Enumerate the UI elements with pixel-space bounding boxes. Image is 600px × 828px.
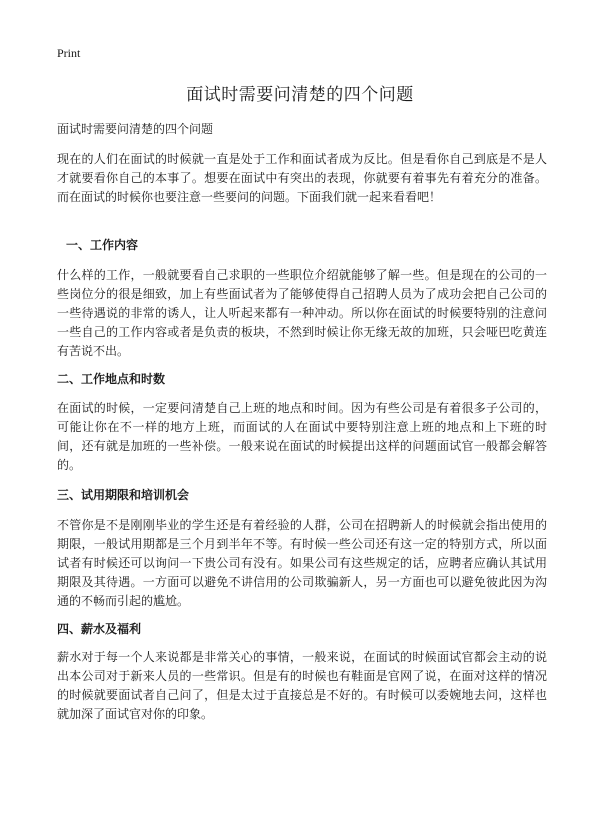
intro-paragraph: 现在的人们在面试的时候就一直是处于工作和面试者成为反比。但是看你自己到底是不是人才就要看你自己的本事了。想要在面试中有突出的表现，你就要有着事先有着充分的准备。而在面试的时候你也要注意一些要问的问题。下面我们就一起来看看吧！ xyxy=(57,152,547,204)
section-heading-salary-benefits: 四、薪水及福利 xyxy=(57,622,142,636)
section-body-location-hours: 在面试的时候，一定要问清楚自己上班的地点和时间。因为有些公司是有着很多子公司的，可能让你在不一样的地方上班，而面试的人在面试中要特别注意上班的地点和上下班的时间，还有就是加班的一些补偿。一般来说在面试的时候提出这样的问题面试官一般都会解答的。 xyxy=(57,401,547,472)
section-heading-location-hours: 二、工作地点和时数 xyxy=(57,372,166,386)
section-body-salary-benefits: 薪水对于每一个人来说都是非常关心的事情，一般来说，在面试的时候面试官都会主动的说出本公司对于新来人员的一些常识。但是有的时候也有鞋面是官网了说，在面对这样的情况的时候就要面试者自己问了，但是太过于直接总是不好的。有时候可以委婉地去问，这样也就加深了面试官对你的印象。 xyxy=(57,650,547,721)
print-link[interactable]: Print xyxy=(57,46,81,60)
section-body-probation-training: 不管你是不是刚刚毕业的学生还是有着经验的人群，公司在招聘新人的时候就会指出使用的期限，一般试用期都是三个月到半年不等。有时候一些公司还有这一定的特别方式，所以面试者有时候还可以询问一下贵公司有没有。如果公司有这些规定的话，应聘者应确认其试用期限及其待遇。一方面可以避免不讲信用的公司欺骗新人，另一方面也可以避免彼此因为沟通的不畅而引起的尴尬。 xyxy=(57,518,547,608)
article-subtitle: 面试时需要问清楚的四个问题 xyxy=(57,122,214,136)
section-heading-job-content: 一、工作内容 xyxy=(66,238,139,252)
section-heading-probation-training: 三、试用期限和培训机会 xyxy=(57,488,190,502)
page-title: 面试时需要问清楚的四个问题 xyxy=(186,85,414,105)
section-body-job-content: 什么样的工作，一般就要看自己求职的一些职位介绍就能够了解一些。但是现在的公司的一些岗位分的很是细致，加上有些面试者为了能够使得自己招聘人员为了成功会把自己公司的一些待遇说的非常的诱人，让人听起来都有一种冲动。所以你在面试的时候要特别的注意问一些自己的工作内容或者是负责的板块，不然到时候让你无缘无故的加班，只会哑巴吃黄连有苦说不出。 xyxy=(57,268,547,358)
